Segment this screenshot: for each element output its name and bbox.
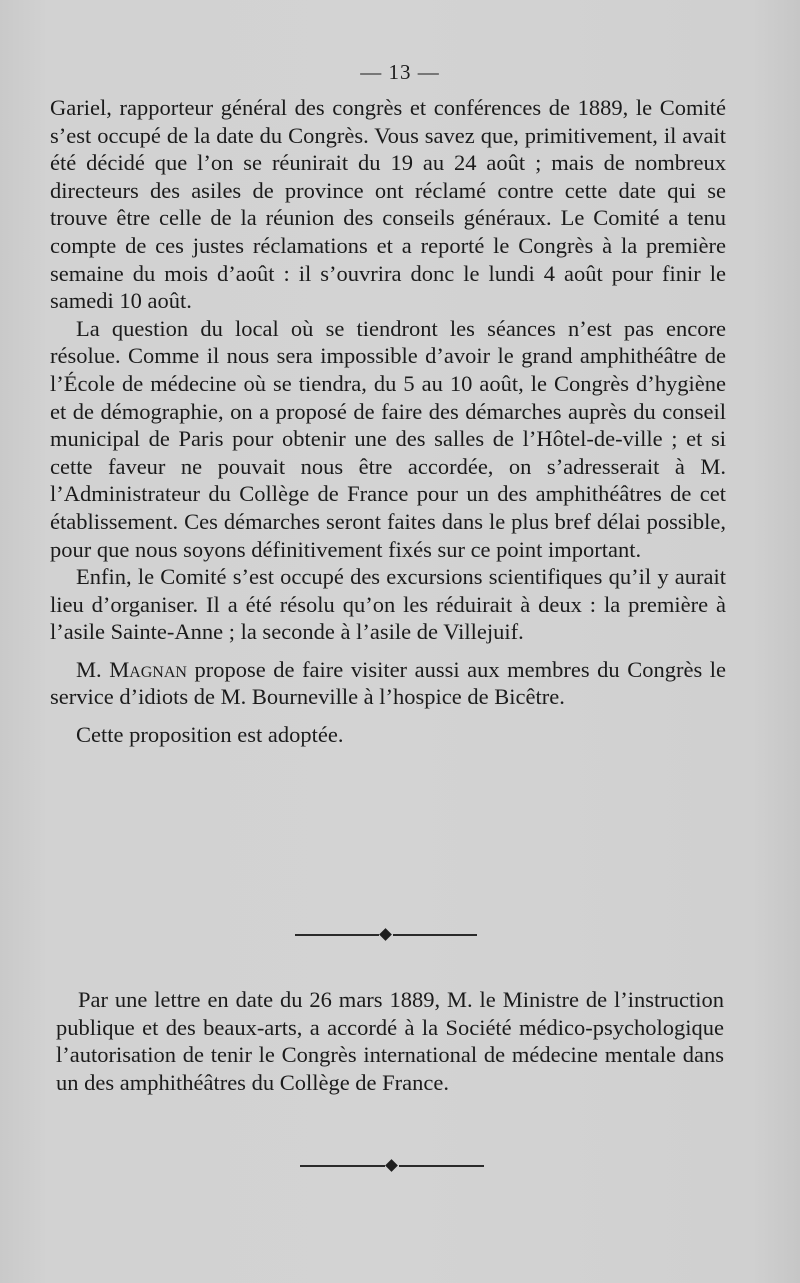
notice-paragraph: Par une lettre en date du 26 mars 1889, M. le Ministre de l’instruction publique et des beaux-arts, a accordé à la Société médico-psychologique l’autorisation de tenir le Congrès international de médecine mentale dans un des amphithéâtres du Collège de France. — [56, 987, 724, 1095]
magnan-proposal-text: propose de faire visiter aussi aux membres du Congrès le service d’idiots de M. Bourneville à l’hospice de Bicêtre. — [50, 656, 726, 710]
diamond-rule-ornament-icon — [295, 929, 477, 941]
page-number: — 13 — — [360, 60, 440, 84]
magnan-name: Magnan — [109, 656, 187, 682]
diamond-rule-ornament-icon — [300, 1160, 484, 1172]
paragraph-venue: La question du local où se tiendront les séances n’est pas encore résolue. Comme il nous sera impossible d’avoir le grand amphithéâtre de l’École de médecine où se tiendra, du 5 au 10 août, le Congrès d’hygiène et de démographie, on a proposé de faire des démarches auprès du conseil municipal de Paris pour obtenir une des salles de l’Hôtel-de-ville ; et si cette faveur ne pouvait nous être accordée, on s’adresserait à M. l’Administrateur du Collège de France pour un des amphithéâtres de cet établissement. Ces démarches seront faites dans le plus bref délai possible, pour que nous soyons définitivement fixés sur ce point important. — [50, 315, 726, 562]
ministry-notice — [56, 986, 724, 1096]
paragraph-adoption: Cette proposition est adoptée. — [76, 722, 344, 748]
paragraph-congress-date: Gariel, rapporteur général des congrès et conférences de 1889, le Comité s’est occupé de la date du Congrès. Vous savez que, primitivement, il avait été décidé que l’on se réunirait du 19 au 24 août ; mais de nombreux directeurs des asiles de province ont réclamé contre cette date qui se trouve être celle de la réunion des conseils généraux. Le Comité a tenu compte de ces justes réclamations et a reporté le Congrès à la première semaine du mois d’août : il s’ouvrira donc le lundi 4 août pour finir le samedi 10 août. — [50, 95, 726, 314]
body-text — [50, 94, 726, 749]
magnan-prefix: M. — [76, 656, 110, 682]
paragraph-magnan-proposal — [50, 656, 726, 711]
paragraph-excursions: Enfin, le Comité s’est occupé des excursions scientifiques qu’il y aurait lieu d’organiser. Il a été résolu qu’on les réduirait à deux : la première à l’asile Sainte-Anne ; la seconde à l’asile de Villejuif. — [50, 564, 726, 645]
